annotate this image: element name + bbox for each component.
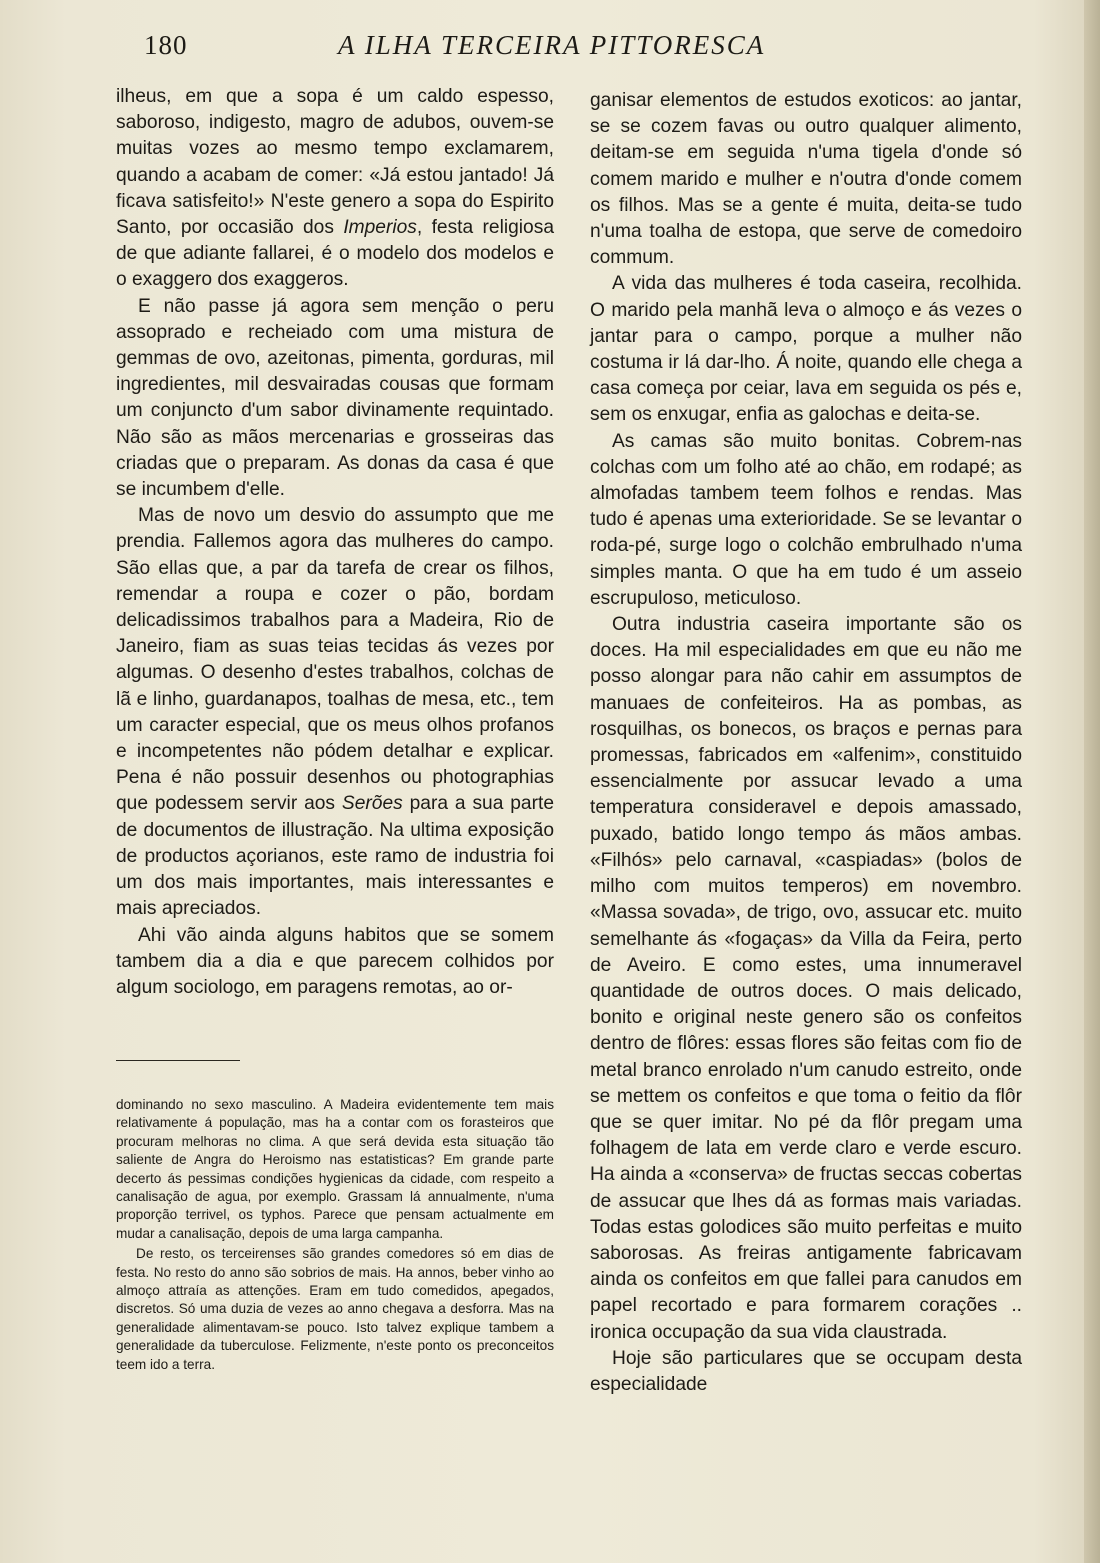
left-column xyxy=(116,84,554,1001)
page-edge xyxy=(1084,0,1100,1563)
right-paragraph-2: A vida das mulheres é toda caseira, recolhida. O marido pela manhã leva o almoço e ás vezes o jantar para o campo, porque a mulher não costuma ir lá dar-lho. Á noite, quando elle chega a casa começa por ceiar, lava em seguida os pés e, sem os enxugar, enfia as galochas e deita-se. xyxy=(590,273,1022,426)
italic-term: Imperios xyxy=(343,217,417,239)
footnotes xyxy=(116,1096,554,1374)
text-run: ilheus, em que a sopa é um caldo espesso, saboroso, indigesto, magro de adubos, ouvem-se muitas vozes ao mesmo tempo exclamarem, quando a acabam de comer: «Já estou jantado! Já ficava satisfeito!» N'este genero a sopa do Espirito Santo, por occasião dos xyxy=(116,86,554,239)
left-paragraph-4: Ahi vão ainda alguns habitos que se somem tambem dia a dia e que parecem colhidos por algum sociologo, em paragens remotas, ao or- xyxy=(116,924,554,998)
left-paragraph-1 xyxy=(116,84,554,294)
italic-term: Serões xyxy=(341,793,403,815)
text-run: Mas de novo um desvio do assumpto que me prendia. Fallemos agora das mulheres do campo. São ellas que, a par da tarefa de crear os filhos, remendar a roupa e cozer o pão, bordam delicadissimos trabalhos para a Madeira, Rio de Janeiro, fiam as suas teias tecidas ás vezes por algumas. O desenho d'estes trabalhos, colchas de lã e linho, guardanapos, toalhas de mesa, etc., tem um caracter especial, que os meus olhos profanos e incompetentes não pódem detalhar e explicar. Pena é não possuir desenhos ou photographias que podessem servir aos xyxy=(116,505,554,815)
right-paragraph-5: Hoje são particulares que se occupam desta especialidade xyxy=(590,1347,1022,1395)
left-paragraph-3 xyxy=(116,503,554,922)
left-paragraph-2: E não passe já agora sem menção o peru assoprado e recheiado com uma mistura de gemmas de ovo, azeitonas, pimenta, gorduras, mil ingredientes, mil desvairadas cousas que formam um conjuncto d'um sabor divinamente requintado. Não são as mãos mercenarias e grosseiras das criadas que o preparam. As donas da casa é que se incumbem d'elle. xyxy=(116,295,554,501)
text-run: , festa religiosa de que adiante fallarei, é o modelo dos modelos e o exaggero dos exaggeros. xyxy=(116,217,554,291)
footnote-paragraph: De resto, os terceirenses são grandes comedores só em dias de festa. No resto do anno são sobrios de mais. Ha annos, beber vinho ao almoço attraía as attenções. Eram em tudo comedidos, apegados, discretos. Só uma duzia de vezes ao anno chegava a desforra. Mas na generalidade alimentavam-se pouco. Isto talvez explique tambem a generalidade da tuberculose. Felizmente, n'este ponto os preconceitos teem ido a terra. xyxy=(116,1246,554,1372)
right-paragraph-1: ganisar elementos de estudos exoticos: ao jantar, se se cozem favas ou outro qualquer alimento, deitam-se em seguida n'uma tigela d'onde só comem marido e mulher e n'outra d'onde comem os filhos. Mas se a gente é muita, deita-se tudo n'uma toalha de estopa, que serve de comedoiro commum. xyxy=(590,90,1022,269)
running-title: A ILHA TERCEIRA PITTORESCA xyxy=(338,30,766,60)
right-paragraph-3: As camas são muito bonitas. Cobrem-nas colchas com um folho até ao chão, em rodapé; as almofadas tambem teem folhos e rendas. Mas tudo é apenas uma exterioridade. Se se levantar o roda-pé, surge logo o colchão embrulhado n'uma simples manta. O que ha em tudo é um asseio escrupuloso, meticuloso. xyxy=(590,430,1022,609)
right-paragraph-4: Outra industria caseira importante são os doces. Ha mil especialidades em que eu não me posso alongar para não cahir em assumptos de manuaes de confeiteiros. Ha as pombas, as rosquilhas, os bonecos, os braços e pernas para promessas, fabricados em «alfenim», constituido essencialmente por assucar levado a uma temperatura consideravel e depois amassado, puxado, batido longo tempo ás mãos ambas. «Filhós» pelo carnaval, «caspiadas» (bolos de milho com muitos temperos) em novembro. «Massa sovada», de trigo, ovo, assucar etc. muito semelhante ás «fogaças» da Villa da Feira, perto de Aveiro. E como estes, uma innumeravel quantidade de outros doces. O mais delicado, bonito e original neste genero são os confeitos dentro de flôres: essas flores são feitas com fio de metal branco enrolado n'um canudo estreito, onde se mettem os confeitos e que toma o feitio da flôr que se quer imitar. No pé da flôr pregam uma folhagem de lata em verde claro e verde escuro. Ha ainda a «conserva» de fructas seccas cobertas de assucar que lhes dá as formas mais variadas. Todas estas golodices são muito perfeitas e muito saborosas. As freiras antigamente fabricavam ainda os confeitos em que fallei para canudos em papel recortado e para formarem corações .. ironica occupação da sua vida claustrada. xyxy=(590,614,1022,1343)
footnote-separator xyxy=(116,1060,240,1061)
page-header xyxy=(0,30,1100,70)
page-number: 180 xyxy=(144,30,188,60)
right-column xyxy=(590,88,1022,1398)
text-run: para a sua parte de documentos de illustração. Na ultima exposição de productos açorianos, este ramo de industria foi um dos mais importantes, mais interessantes e mais apreciados. xyxy=(116,793,554,920)
footnote-continued: dominando no sexo masculino. A Madeira evidentemente tem mais relativamente á população, mas ha a contar com os forasteiros que procuram melhoras no clima. A que será devida esta situação tão saliente de Angra do Heroismo nas estatisticas? Em grande parte decerto ás pessimas condições hygienicas da cidade, com respeito a canalisação de agua, por exemplo. Grassam lá annualmente, n'uma proporção terrivel, os typhos. Parece que pensam actualmente em mudar a canalisação, depois de uma larga campanha. xyxy=(116,1097,554,1241)
